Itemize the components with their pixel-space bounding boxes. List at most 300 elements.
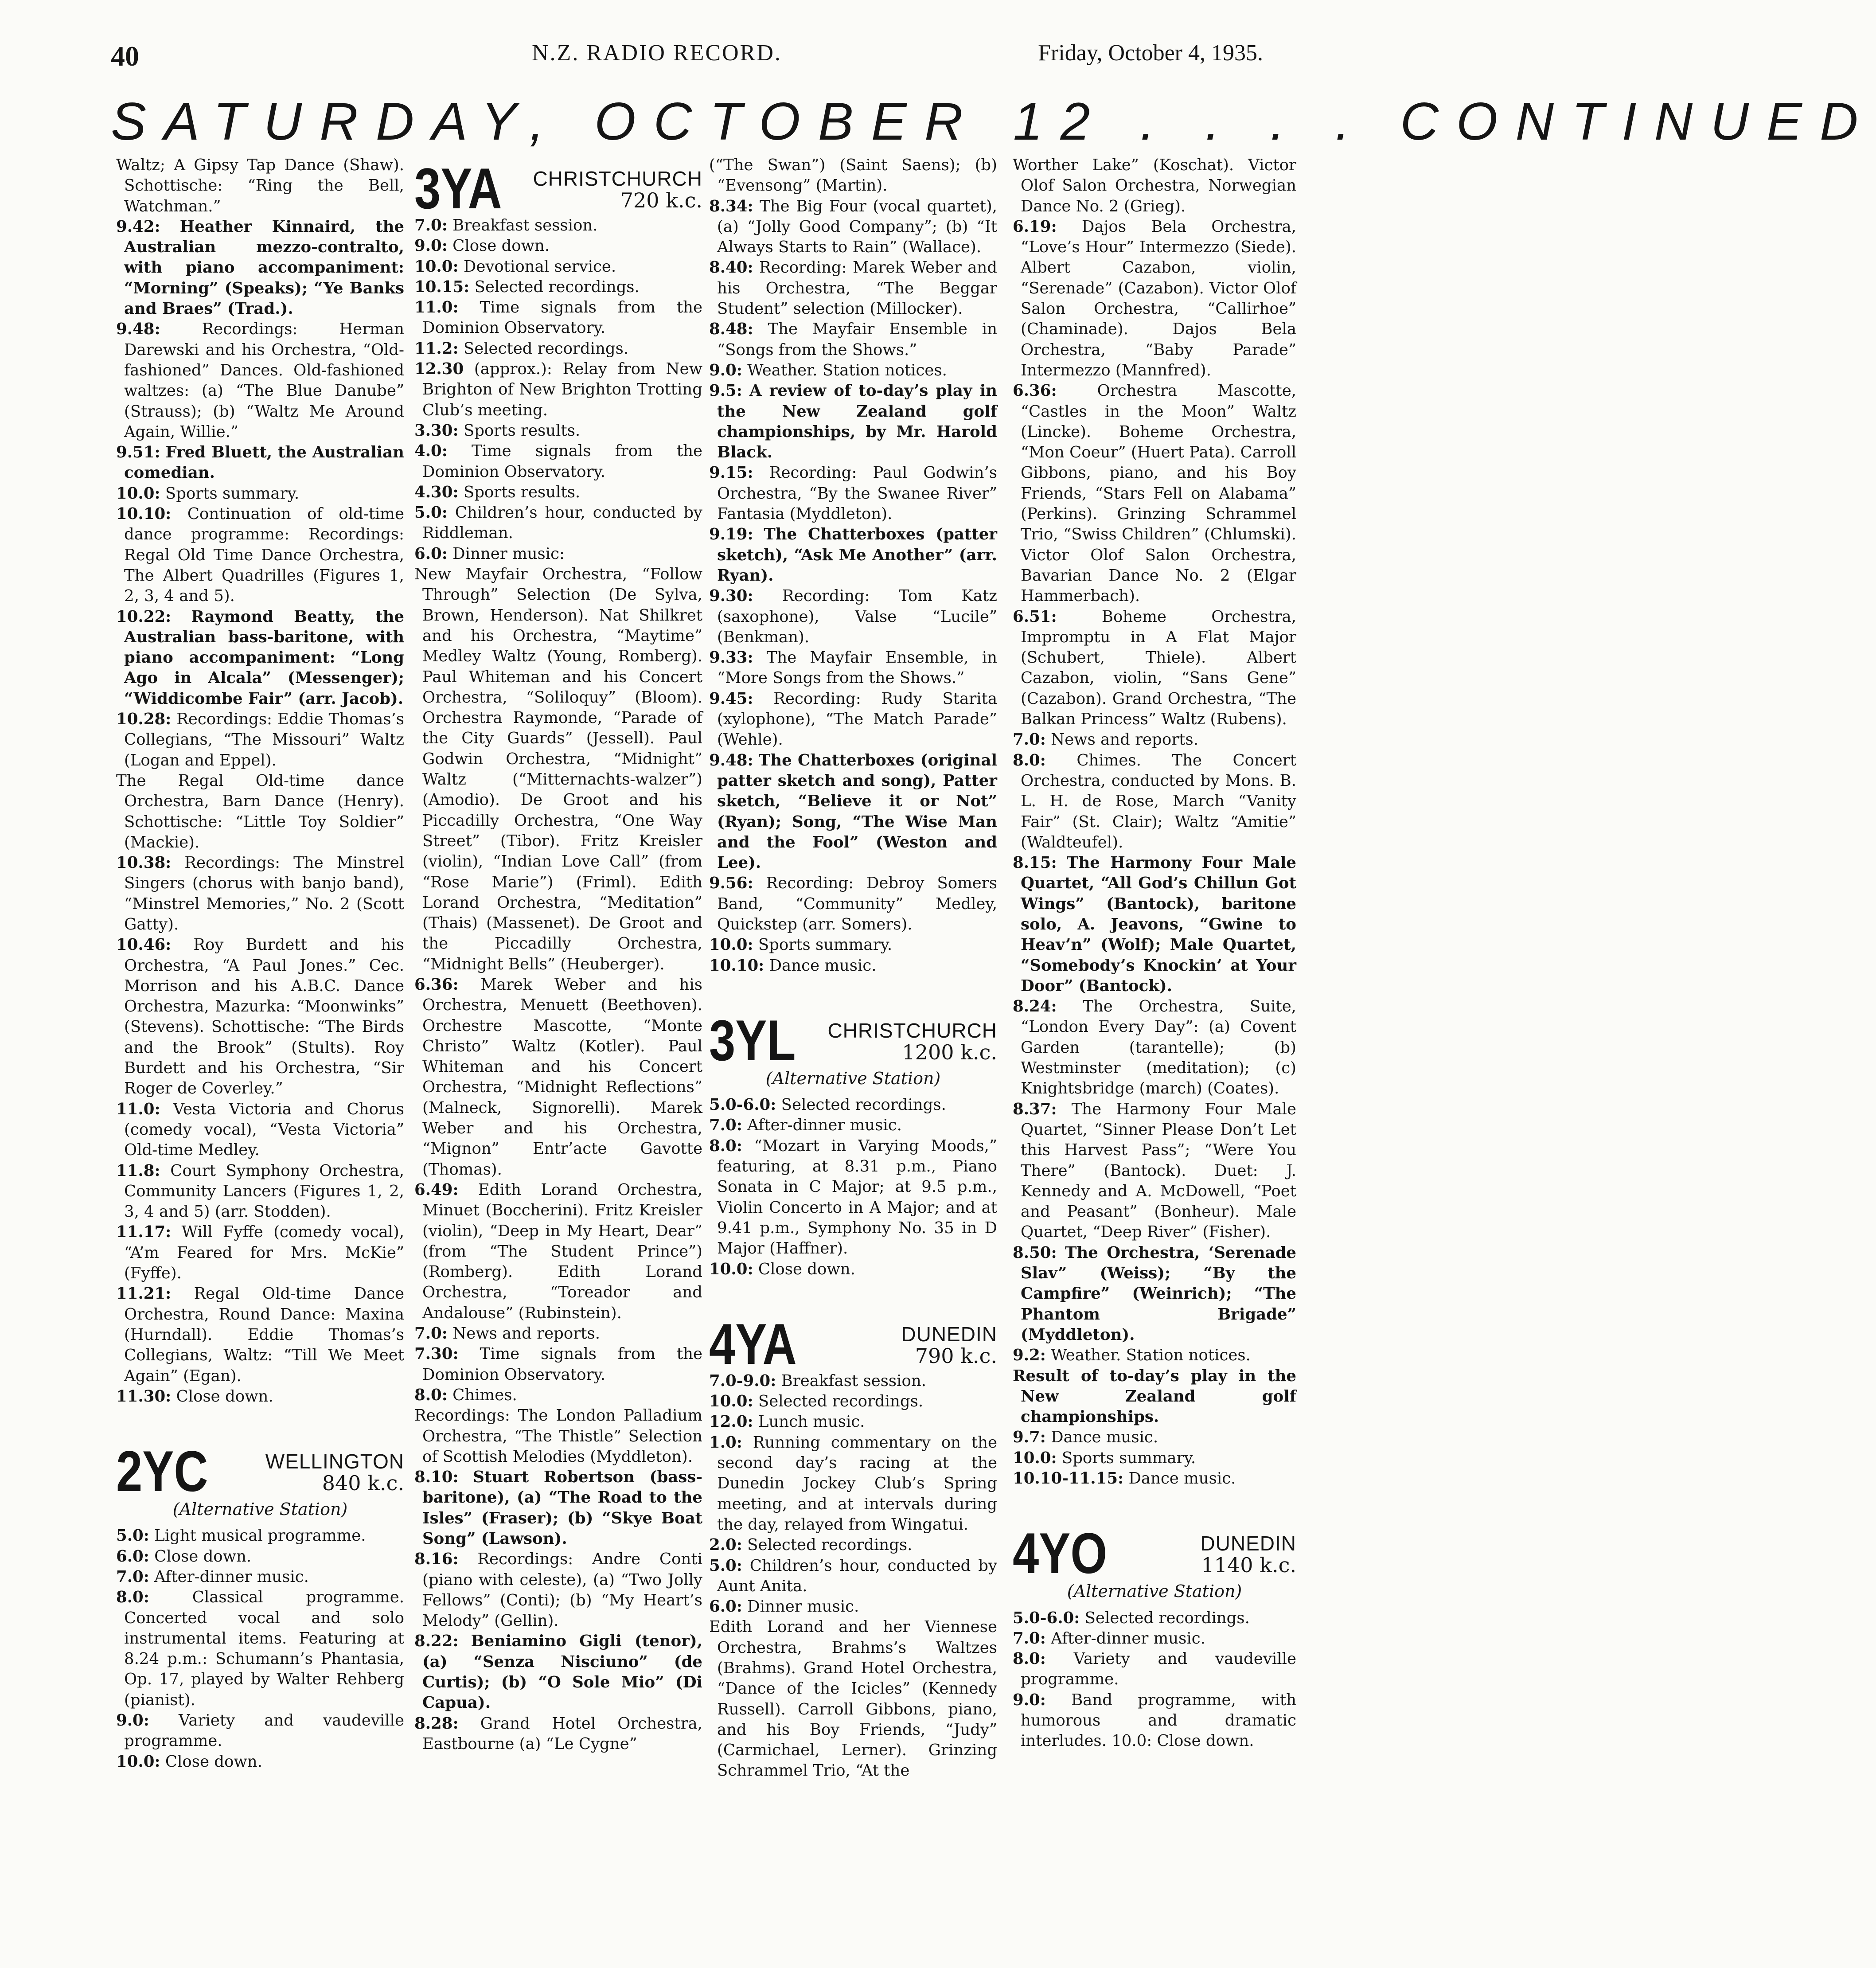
programme-item — [116, 1567, 404, 1587]
programme-text: The Mayfair Ensemble in “Songs from the Shows.” — [717, 320, 997, 359]
programme-text: Recordings: Herman Darewski and his Orchestra, “Old-fashioned” Dances. Old-fashioned waltzes: (a) “The Blue Danube” (Strauss); (b) “Waltz Me Around Again, Willie.” — [124, 320, 404, 441]
programme-text: Edith Lorand Orchestra, Minuet (Boccherini). Fritz Kreisler (violin), “Deep in My Heart, Dear” (from “The Student Prince”) (Romberg). Edith Lorand Orchestra, “Toreador and Andalouse” (Rubinstein). — [422, 1180, 702, 1322]
programme-time: 4.30: — [414, 483, 459, 501]
programme-item — [1013, 730, 1296, 750]
programme-time: 8.0: — [1013, 1650, 1046, 1668]
programme-time: 9.0: — [709, 361, 742, 379]
programme-text: Chimes. The Concert Orchestra, conducted by Mons. B. L. H. de Rose, March “Vanity Fair” (St. Clair); Waltz “Amitie” (Waldteufel). — [1021, 751, 1296, 851]
programme-item — [414, 975, 702, 1180]
column-3 — [709, 155, 997, 1955]
programme-time: 8.0: — [116, 1588, 149, 1607]
programme-time: 6.0: — [414, 544, 448, 563]
programme-item — [414, 257, 702, 277]
programme-text: Breakfast session. — [452, 216, 598, 234]
programme-item — [414, 1324, 702, 1344]
programme-text: Sports summary. — [758, 936, 893, 954]
programme-time: 6.19: — [1013, 217, 1057, 236]
programme-time: 6.0: — [709, 1597, 742, 1616]
programme-time: 10.10: — [709, 956, 764, 975]
programme-text: Beniamino Gigli (tenor), (a) “Senza Nisciuno” (de Curtis); (b) “O Sole Mio” (Di Capua). — [422, 1632, 702, 1712]
programme-item — [414, 421, 702, 441]
programme-item — [116, 319, 404, 442]
programme-item — [709, 1617, 997, 1781]
programme-text: The Chatterboxes (patter sketch), “Ask Me Another” (arr. Ryan). — [717, 525, 997, 585]
programme-text: Band programme, with humorous and dramatic interludes. 10.0: Close down. — [1021, 1691, 1296, 1750]
programme-item — [116, 442, 404, 484]
programme-item — [116, 217, 404, 319]
programme-item — [116, 1099, 404, 1161]
station-info — [223, 1450, 404, 1496]
programme-time: 8.10: — [414, 1468, 459, 1487]
programme-text: Boheme Orchestra, Impromptu in A Flat Major (Schubert, Thiele). Albert Cazabon, violin, “Sans Gene” (Cazabon). Grand Orchestra, “The Balkan Princess” Waltz (Rubens). — [1021, 607, 1296, 729]
programme-text: News and reports. — [1051, 730, 1198, 749]
programme-item — [1013, 1427, 1296, 1448]
programme-text: Close down. — [758, 1260, 855, 1278]
programme-text: Children’s hour, conducted by Aunt Anita. — [717, 1556, 997, 1595]
programme-text: The Big Four (vocal quartet), (a) “Jolly Good Company”; (b) “It Always Starts to Rain” (Wallace). — [717, 197, 997, 257]
programme-time: 8.40: — [709, 258, 753, 277]
programme-item — [709, 1412, 997, 1432]
alternative-station-label: (Alternative Station) — [765, 1068, 941, 1088]
programme-text: Sports summary. — [1061, 1449, 1196, 1467]
programme-item — [709, 1136, 997, 1259]
programme-item — [1013, 1628, 1296, 1649]
programme-time: 9.33: — [709, 648, 753, 667]
programme-text: After-dinner music. — [154, 1568, 309, 1586]
station-info — [811, 1323, 997, 1368]
programme-text: Children’s hour, conducted by Riddleman. — [422, 504, 702, 543]
programme-time: 10.0: — [709, 936, 753, 954]
programme-time: 4.0: — [414, 442, 448, 461]
station-city: CHRISTCHURCH — [533, 167, 702, 190]
programme-time: 10.0: — [1013, 1449, 1057, 1467]
programme-time: 9.45: — [709, 689, 753, 708]
programme-item — [414, 1406, 702, 1467]
station-info — [516, 168, 702, 213]
programme-time: 9.5: — [709, 382, 742, 400]
programme-time: 7.0: — [709, 1116, 742, 1135]
programme-item — [709, 1391, 997, 1412]
programme-text: Recording: Tom Katz (saxophone), Valse “Lucile” (Benkman). — [717, 587, 997, 646]
programme-item — [116, 1752, 404, 1772]
programme-item — [116, 1526, 404, 1546]
programme-time: 10.46: — [116, 936, 172, 954]
programme-item — [1013, 750, 1296, 853]
station-frequency: 790 k.c. — [915, 1343, 997, 1368]
programme-text: Weather. Station notices. — [1051, 1346, 1251, 1365]
station-callsign: 4YA — [709, 1311, 797, 1376]
programme-time: 8.16: — [414, 1550, 459, 1569]
programme-item — [709, 155, 997, 196]
programme-time: 10.0: — [414, 257, 459, 276]
programme-time: 10.0: — [709, 1260, 753, 1278]
station-city: DUNEDIN — [1200, 1532, 1296, 1555]
programme-text: The Orchestra, ‘Serenade Slav” (Weiss); “By the Campfire” (Weinrich); “The Phantom Brigade” (Myddleton). — [1021, 1243, 1296, 1344]
programme-item — [414, 1180, 702, 1324]
programme-text: Worther Lake” (Koschat). Victor Olof Salon Orchestra, Norwegian Dance No. 2 (Grieg). — [1013, 156, 1296, 215]
programme-text: Selected recordings. — [781, 1096, 946, 1114]
programme-text: Waltz; A Gipsy Tap Dance (Shaw). Schottische: “Ring the Bell, Watchman.” — [116, 156, 404, 215]
programme-text: Breakfast session. — [781, 1371, 927, 1390]
programme-time: 11.2: — [414, 339, 459, 358]
programme-time: 10.0: — [116, 484, 160, 503]
programme-text: The Harmony Four Male Quartet, “All God’s Chillun Got Wings” (Bantock), baritone solo, A. Jeavons, “Gwine to Heav’n” (Wolf); Male Quartet, “Somebody’s Knockin’ at Your Door” (Bantock). — [1021, 854, 1296, 995]
programme-time: 8.0: — [1013, 751, 1046, 769]
programme-text: Variety and vaudeville programme. — [1021, 1650, 1296, 1689]
station-callsign: 3YL — [709, 1007, 796, 1073]
programme-item — [1013, 1468, 1296, 1489]
programme-time: 8.50: — [1013, 1243, 1057, 1262]
programme-text: Light musical programme. — [154, 1527, 366, 1545]
station-frequency: 720 k.c. — [620, 188, 702, 212]
programme-item — [116, 1284, 404, 1386]
programme-item — [1013, 1608, 1296, 1628]
programme-time: 9.30: — [709, 587, 753, 605]
programme-text: Dance music. — [769, 956, 877, 975]
programme-time: 3.30: — [414, 421, 459, 440]
programme-text: Stuart Robertson (bass-baritone), (a) “The Road to the Isles” (Fraser); (b) “Skye Boat Song” (Lawson). — [422, 1468, 702, 1548]
programme-time: 6.0: — [116, 1547, 149, 1566]
station-heading — [709, 998, 997, 1073]
programme-time: 6.36: — [414, 975, 459, 994]
programme-item — [116, 504, 404, 606]
programme-item — [116, 155, 404, 217]
programme-time: 5.0: — [116, 1527, 149, 1545]
programme-time: 10.22: — [116, 607, 172, 626]
station-heading — [1013, 1511, 1296, 1586]
station-city: DUNEDIN — [901, 1322, 997, 1346]
programme-time: 8.37: — [1013, 1100, 1057, 1118]
programme-time: 8.0: — [709, 1136, 742, 1155]
programme-time: 9.56: — [709, 874, 753, 893]
programme-text: Vesta Victoria and Chorus (comedy vocal), “Vesta Victoria” Old-time Medley. — [124, 1100, 404, 1160]
programme-text: Close down. — [165, 1752, 262, 1771]
programme-item — [116, 935, 404, 1099]
column-4 — [1013, 155, 1296, 1955]
programme-text: Weather. Station notices. — [747, 361, 947, 379]
programme-item — [709, 689, 997, 750]
programme-item — [116, 1710, 404, 1752]
programme-text: Close down. — [154, 1547, 252, 1566]
programme-text: Time signals from the Dominion Observatory. — [422, 298, 702, 337]
programme-text: The Orchestra, Suite, “London Every Day”: (a) Covent Garden (tarantelle); (b) Westminster (meditation); (c) Knightsbridge (march) (Coates). — [1021, 997, 1296, 1098]
programme-item — [414, 1467, 702, 1549]
programme-text: Time signals from the Dominion Observatory. — [422, 1345, 702, 1384]
programme-time: 7.0: — [414, 216, 448, 234]
programme-time: 6.36: — [1013, 382, 1057, 400]
programme-item — [1013, 1243, 1296, 1345]
programme-time: 10.38: — [116, 854, 172, 872]
programme-time: 11.0: — [116, 1100, 160, 1118]
programme-text: Sports results. — [463, 483, 581, 501]
programme-item — [1013, 853, 1296, 996]
programme-text: Devotional service. — [463, 257, 616, 276]
programme-item — [709, 1535, 997, 1555]
programme-item — [414, 1385, 702, 1406]
programme-item — [1013, 381, 1296, 606]
programme-item — [414, 297, 702, 339]
programme-text: The Harmony Four Male Quartet, “Sinner Please Don’t Let this Harvest Pass”; “Were You There” (Bantock). Duet: J. Kennedy and A. McDowell, “Poet and Peasant” (Bonheur). Male Quartet, “Deep River” (Fisher). — [1021, 1100, 1296, 1242]
page-header — [111, 40, 1263, 75]
programme-item — [1013, 1448, 1296, 1468]
programme-item — [1013, 1366, 1296, 1428]
programme-text: Orchestra Mascotte, “Castles in the Moon” Waltz (Lincke). Boheme Orchestra, “Mon Coeur” (Huert Pata). Carroll Gibbons, piano, and his Boy Friends, “Stars Fell on Alabama” (Perkins). Grinzing Schrammel Trio, “Swiss Children” (Chlumski). Victor Olof Salon Orchestra, Bavarian Dance No. 2 (Elgar Hammerbach). — [1021, 382, 1296, 605]
programme-time: 7.30: — [414, 1345, 459, 1363]
programme-item — [414, 544, 702, 564]
programme-time: 10.28: — [116, 710, 172, 729]
programme-item — [709, 935, 997, 955]
station-heading — [709, 1302, 997, 1376]
programme-time: 7.0-9.0: — [709, 1371, 776, 1390]
programme-item — [116, 771, 404, 853]
programme-item — [709, 1259, 997, 1280]
programme-time: 7.0: — [1013, 730, 1046, 749]
programme-text: (approx.): Relay from New Brighton of New Brighton Trotting Club’s meeting. — [422, 360, 702, 419]
station-callsign: 4YO — [1013, 1521, 1108, 1586]
programme-time: 9.48: — [116, 320, 160, 339]
programme-time: 8.0: — [414, 1386, 448, 1404]
programme-item — [709, 648, 997, 689]
programme-text: New Mayfair Orchestra, “Follow Through” Selection (De Sylva, Brown, Henderson). Nat Shilkret and his Orchestra, “Maytime” Medley Waltz (Young, Romberg). Paul Whiteman and his Concert Orchestra, “Soliloquy” (Bloom). Orchestra Raymonde, “Parade of the City Guards” (Jessell). Paul Godwin Orchestra, “Midnight” Waltz (“Mitternachts-walzer”) (Amodio). De Groot and his Piccadilly Orchestra, “One Way Street” (Tibor). Fritz Kreisler (violin), “Indian Love Call” (from “Rose Marie”) (Friml). Edith Lorand Orchestra, “Meditation” (Thais) (Massenet). De Groot and the Piccadilly Orchestra, “Midnight Bells” (Heuberger). — [414, 565, 702, 973]
programme-text: After-dinner music. — [747, 1116, 902, 1135]
programme-time: 9.51: — [116, 443, 160, 462]
programme-item — [1013, 1690, 1296, 1752]
programme-item — [709, 873, 997, 935]
programme-time: 9.0: — [116, 1711, 149, 1730]
programme-text: Fred Bluett, the Australian comedian. — [124, 443, 404, 482]
programme-item — [709, 463, 997, 524]
programme-item — [709, 196, 997, 258]
programme-text: Grand Hotel Orchestra, Eastbourne (a) “Le Cygne” — [422, 1714, 702, 1753]
programme-time: 5.0-6.0: — [709, 1096, 776, 1114]
programme-text: Dajos Bela Orchestra, “Love’s Hour” Intermezzo (Siede). Albert Cazabon, violin, “Serenade” (Cazabon). Victor Olof Salon Orchestra, “Callirhoe” (Chaminade). Dajos Bela Orchestra, “Baby Parade” Intermezzo (Mannfred). — [1021, 217, 1296, 379]
programme-time: 9.0: — [1013, 1691, 1046, 1709]
programme-text: The Regal Old-time dance Orchestra, Barn Dance (Henry). Schottische: “Little Toy Soldier” (Mackie). — [116, 771, 404, 851]
programme-text: Recordings: The Minstrel Singers (chorus with banjo band), “Minstrel Memories,” No. 2 (Scott Gatty). — [124, 854, 404, 933]
programme-text: News and reports. — [452, 1324, 600, 1343]
programme-time: 9.2: — [1013, 1346, 1046, 1365]
programme-item — [709, 319, 997, 360]
station-heading — [116, 1429, 404, 1504]
programme-item — [709, 956, 997, 976]
programme-text: The Mayfair Ensemble, in “More Songs from the Shows.” — [717, 648, 997, 687]
programme-item — [709, 1556, 997, 1597]
programme-time: 11.8: — [116, 1161, 160, 1180]
issue-date: Friday, October 4, 1935. — [1038, 40, 1263, 66]
programme-text: Raymond Beatty, the Australian bass-baritone, with piano accompaniment: “Long Ago in Alcala” (Messenger); “Widdicombe Fair” (arr. Jacob). — [124, 607, 404, 708]
programme-text: Recordings: The London Palladium Orchestra, “The Thistle” Selection of Scottish Melodies (Myddleton). — [414, 1406, 702, 1466]
programme-item — [414, 1631, 702, 1713]
programme-text: Recording: Marek Weber and his Orchestra, “The Beggar Student” selection (Millocker). — [717, 258, 997, 318]
day-banner: SATURDAY, OCTOBER 12 . . . . CONTINUED — [111, 92, 1876, 151]
programme-text: Marek Weber and his Orchestra, Menuett (Beethoven). Orchestre Mascotte, “Monte Christo” Waltz (Kotler). Paul Whiteman and his Concert Orchestra, “Midnight Reflections” (Malneck, Signorelli). Marek Weber and his Orchestra, “Mignon” Entr’acte Gavotte (Thomas). — [422, 975, 702, 1179]
programme-item — [116, 1222, 404, 1284]
programme-time: 12.30 — [414, 360, 464, 379]
programme-text: (“The Swan”) (Saint Saens); (b) “Evensong” (Martin). — [709, 156, 997, 195]
programme-item — [414, 482, 702, 503]
programme-time: 10.15: — [414, 277, 470, 296]
programme-item — [414, 1714, 702, 1755]
programme-text: A review of to-day’s play in the New Zealand golf championships, by Mr. Harold Black. — [717, 382, 997, 462]
programme-time: 8.22: — [414, 1632, 459, 1651]
programme-item — [709, 1597, 997, 1617]
programme-text: Selected recordings. — [758, 1392, 924, 1411]
programme-item — [1013, 1099, 1296, 1243]
programme-text: Regal Old-time Dance Orchestra, Round Dance: Maxina (Hurndall). Eddie Thomas’s Collegians, Waltz: “Till We Meet Again” (Egan). — [124, 1285, 404, 1385]
station-callsign: 2YC — [116, 1439, 208, 1504]
programme-time: 1.0: — [709, 1433, 742, 1452]
station-frequency: 840 k.c. — [322, 1471, 404, 1496]
programme-item — [1013, 155, 1296, 217]
programme-item — [116, 484, 404, 504]
programme-time: 8.48: — [709, 320, 753, 339]
programme-text: Recording: Debroy Somers Band, “Community” Medley, Quickstep (arr. Somers). — [717, 874, 997, 933]
programme-text: Dance music. — [1051, 1428, 1158, 1447]
programme-item — [709, 586, 997, 648]
programme-text: Selected recordings. — [747, 1536, 913, 1554]
programme-item — [709, 524, 997, 586]
programme-text: Recordings: Andre Conti (piano with celeste), (a) “Two Jolly Fellows” (Conti); (b) “My Heart’s Melody” (Gellin). — [422, 1550, 702, 1630]
programme-text: “Mozart in Varying Moods,” featuring, at 8.31 p.m., Piano Sonata in C Major; at 9.5 p.m., Violin Concerto in A Major; and at 9.41 p.m., Symphony No. 35 in D Major (Haffner). — [717, 1136, 997, 1258]
programme-item — [414, 359, 702, 421]
alternative-station-label: (Alternative Station) — [1067, 1581, 1242, 1601]
column-2 — [414, 155, 702, 1955]
programme-text: Roy Burdett and his Orchestra, “A Paul Jones.” Cec. Morrison and his A.B.C. Dance Orchestra, Mazurka: “Moonwinks” (Stevens). Schottische: “The Birds and the Brook” (Stults). Roy Burdett and his Orchestra, “Sir Roger de Coverley.” — [124, 936, 404, 1098]
programme-time: 10.0: — [709, 1392, 753, 1411]
programme-item — [1013, 996, 1296, 1099]
programme-item — [116, 607, 404, 709]
programme-text: Selected recordings. — [463, 339, 629, 358]
page-number: 40 — [111, 40, 139, 72]
programme-time: 11.17: — [116, 1223, 172, 1242]
programme-text: Running commentary on the second day’s racing at the Dunedin Jockey Club’s Spring meeting, and at intervals during the day, relayed from Wingatui. — [717, 1433, 997, 1534]
programme-text: Lunch music. — [758, 1413, 865, 1431]
programme-item — [1013, 607, 1296, 730]
programme-item — [116, 853, 404, 935]
programme-text: Close down. — [176, 1387, 273, 1406]
programme-time: 5.0: — [709, 1556, 742, 1575]
programme-text: Sports results. — [463, 421, 581, 440]
programme-time: 9.42: — [116, 217, 160, 236]
programme-time: 9.0: — [414, 237, 448, 255]
programme-text: Heather Kinnaird, the Australian mezzo-contralto, with piano accompaniment: “Morning” (Speaks); “Ye Banks and Braes” (Trad.). — [124, 217, 404, 318]
programme-item — [414, 277, 702, 297]
programme-text: Sports summary. — [165, 484, 300, 503]
programme-text: Selected recordings. — [1084, 1609, 1250, 1627]
programme-time: 11.21: — [116, 1285, 172, 1303]
programme-text: Recording: Rudy Starita (xylophone), “The Match Parade” (Wehle). — [717, 689, 997, 749]
programme-item — [709, 258, 997, 319]
programme-time: 11.0: — [414, 298, 459, 317]
programme-text: Court Symphony Orchestra, Community Lancers (Figures 1, 2, 3, 4 and 5) (arr. Stodden). — [124, 1161, 404, 1221]
programme-time: 8.24: — [1013, 997, 1057, 1016]
station-callsign: 3YA — [414, 156, 502, 221]
station-info — [1123, 1532, 1296, 1578]
programme-text: Selected recordings. — [474, 277, 640, 296]
programme-item — [414, 1549, 702, 1631]
station-city: CHRISTCHURCH — [827, 1019, 997, 1042]
programme-text: Close down. — [452, 237, 550, 255]
programme-item — [414, 503, 702, 544]
station-frequency: 1140 k.c. — [1201, 1553, 1296, 1578]
programme-text: Recordings: Eddie Thomas’s Collegians, “The Missouri” Waltz (Logan and Eppel). — [124, 710, 404, 769]
programme-text: Result of to-day’s play in the New Zealand golf championships. — [1013, 1367, 1296, 1426]
programme-item — [414, 339, 702, 359]
programme-item — [709, 1095, 997, 1115]
programme-time: 5.0: — [414, 504, 448, 522]
programme-item — [116, 1161, 404, 1222]
programme-item — [709, 1433, 997, 1535]
programme-time: 8.34: — [709, 197, 753, 215]
programme-time: 10.0: — [116, 1752, 160, 1771]
programme-item — [414, 441, 702, 482]
programme-item — [116, 1587, 404, 1710]
alternative-station-label: (Alternative Station) — [172, 1499, 348, 1519]
programme-item — [1013, 1649, 1296, 1690]
publication-title: N.Z. RADIO RECORD. — [532, 40, 782, 66]
station-heading — [414, 156, 702, 221]
programme-text: Edith Lorand and her Viennese Orchestra, Brahms’s Waltzes (Brahms). Grand Hotel Orchestra, “Dance of the Icicles” (Kennedy Russell). Carroll Gibbons, piano, and his Boy Friends, “Judy” (Carmichael, Lerner). Grinzing Schrammel Trio, “At the — [709, 1618, 997, 1780]
programme-text: Time signals from the Dominion Observatory. — [422, 442, 702, 481]
programme-item — [116, 709, 404, 771]
programme-item — [1013, 217, 1296, 381]
programme-item — [116, 1546, 404, 1567]
programme-time: 7.0: — [1013, 1629, 1046, 1648]
programme-text: Will Fyffe (comedy vocal), “A’m Feared for Mrs. McKie” (Fyffe). — [124, 1223, 404, 1283]
column-1 — [116, 155, 404, 1955]
station-info — [809, 1019, 997, 1065]
programme-item — [116, 1386, 404, 1407]
programme-text: Chimes. — [452, 1386, 517, 1404]
programme-text: Dinner music. — [747, 1597, 859, 1616]
programme-time: 8.28: — [414, 1714, 459, 1733]
programme-text: Classical programme. Concerted vocal and solo instrumental items. Featuring at 8.24 p.m.: Schumann’s Phantasia, Op. 17, played by Walter Rehberg (pianist). — [124, 1588, 404, 1709]
programme-text: Dinner music: — [452, 544, 565, 563]
station-city: WELLINGTON — [265, 1450, 404, 1473]
programme-item — [709, 381, 997, 463]
programme-time: 12.0: — [709, 1413, 753, 1431]
programme-item — [414, 1344, 702, 1385]
station-frequency: 1200 k.c. — [902, 1040, 997, 1064]
programme-item — [709, 750, 997, 874]
programme-time: 6.49: — [414, 1180, 459, 1199]
programme-time: 9.19: — [709, 525, 753, 544]
programme-time: 7.0: — [116, 1568, 149, 1586]
programme-item — [709, 1115, 997, 1136]
programme-time: 8.15: — [1013, 854, 1057, 872]
programme-time: 2.0: — [709, 1536, 742, 1554]
programme-time: 6.51: — [1013, 607, 1057, 626]
programme-item — [1013, 1345, 1296, 1366]
programme-time: 7.0: — [414, 1324, 448, 1343]
programme-time: 9.7: — [1013, 1428, 1046, 1447]
programme-text: The Chatterboxes (original patter sketch and song), Patter sketch, “Believe it or Not” (Ryan); Song, “The Wise Man and the Fool” (Weston and Lee). — [717, 751, 997, 872]
programme-item — [414, 236, 702, 256]
programme-time: 11.30: — [116, 1387, 172, 1406]
programme-time: 10.10: — [116, 505, 172, 523]
programme-text: Recording: Paul Godwin’s Orchestra, “By the Swanee River” Fantasia (Myddleton). — [717, 464, 997, 523]
programme-time: 9.15: — [709, 464, 753, 482]
programme-text: Dance music. — [1128, 1469, 1236, 1488]
programme-text: Variety and vaudeville programme. — [124, 1711, 404, 1750]
programme-time: 9.48: — [709, 751, 753, 769]
programme-time: 10.10-11.15: — [1013, 1469, 1124, 1488]
programme-text: Continuation of old-time dance programme: Recordings: Regal Old Time Dance Orchestra, The Albert Quadrilles (Figures 1, 2, 3, 4 and 5). — [124, 505, 404, 605]
programme-item — [709, 360, 997, 381]
programme-time: 5.0-6.0: — [1013, 1609, 1080, 1627]
programme-text: After-dinner music. — [1051, 1629, 1205, 1648]
programme-item — [414, 564, 702, 975]
